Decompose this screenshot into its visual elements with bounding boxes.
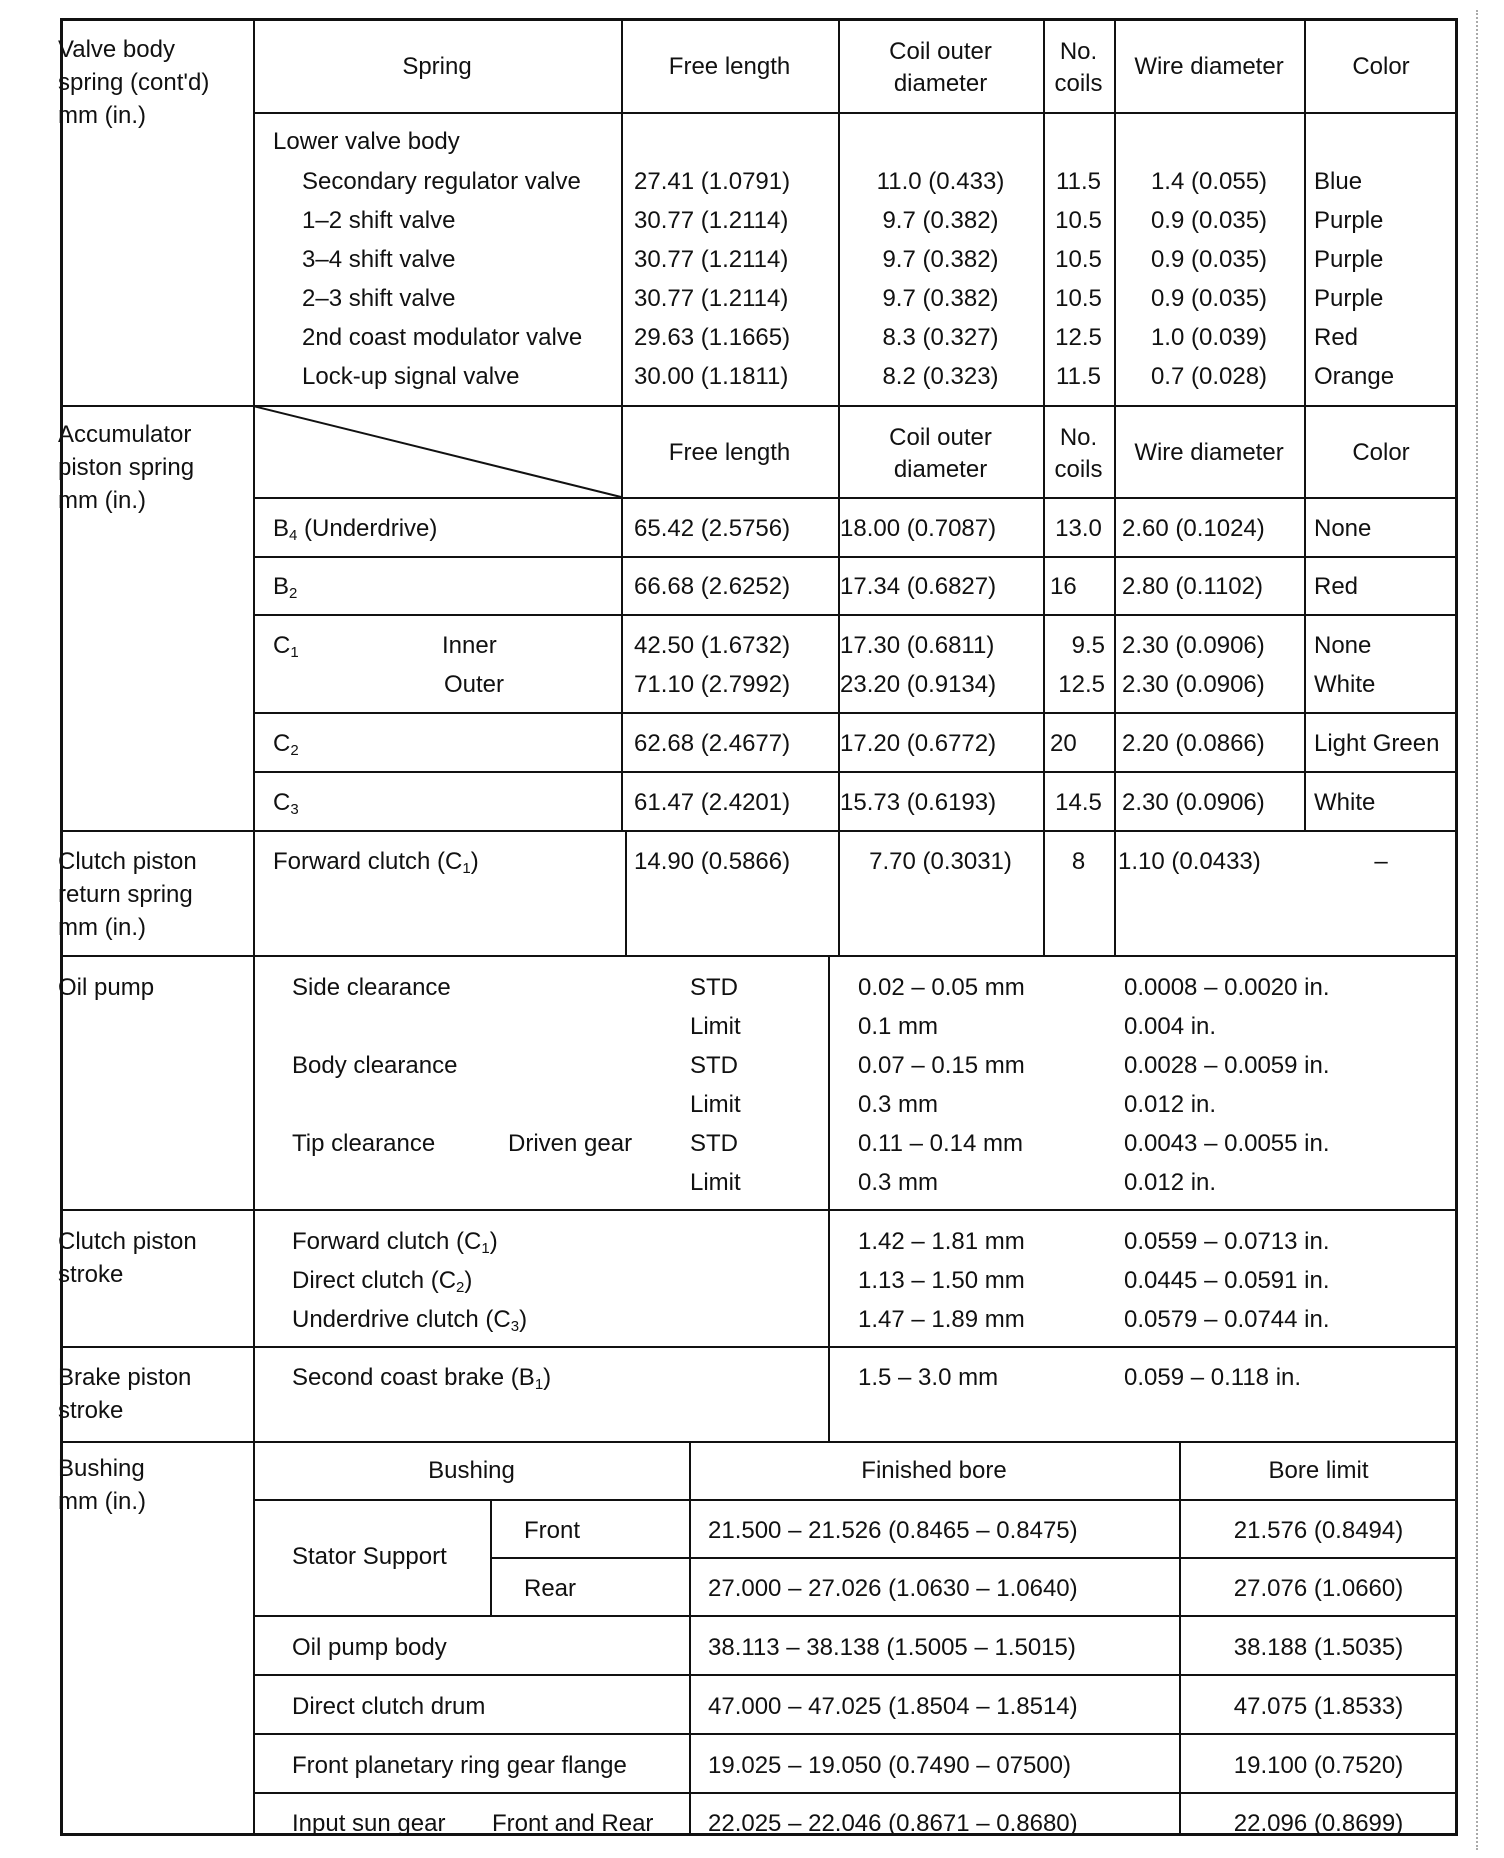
- bushing-header-rule: [253, 1499, 1458, 1501]
- clutch-stroke-label-1: Clutch piston: [58, 1228, 197, 1255]
- header-coil-outer-2: diameter: [893, 70, 988, 97]
- clutch-return-label-1: Clutch piston: [58, 848, 197, 875]
- header-coil-outer-1: Coil outer: [889, 38, 992, 65]
- acc-header-free-length: Free length: [668, 439, 791, 466]
- acc-header-color: Color: [1352, 439, 1410, 466]
- header-spring: Spring: [402, 53, 472, 80]
- header-no-coils-2: coils: [1054, 70, 1103, 97]
- acc-header-coil-outer-1: Coil outer: [889, 424, 992, 451]
- bushing-rule-3: [253, 1733, 1458, 1735]
- acc-header-no-coils-1: No.: [1059, 424, 1098, 451]
- bushing-stator-support: Stator Support: [292, 1543, 447, 1570]
- header-no-coils-1: No.: [1059, 38, 1098, 65]
- accumulator-label-2: piston spring: [58, 454, 195, 481]
- accumulator-label-3: mm (in.): [58, 487, 146, 514]
- spec-page: Valve body spring (cont'd) mm (in.) Spring Free length Coil outer diameter No. coils Wire diameter Color Lower valve body Secondary regulator valve 27.41 (1.0791) 11.0 (0.433) 11.5 1.4 (0.055) Blue 1–2 shift valve 30.77 (1.2114) 9.7 (0.382) 10.5 0.9 (0.035) Purple 3–4 shift valve 30.77 (1.2114) 9.7 (0.382) 10.5 0.9 (0.035) Purple 2–3 shift valve 30.77 (1.2114) 9.7 (0.382) 10.5 0.9 (0.035) Purple 2nd coast modulator valve 29.63 (1.1665) 8.3 (0.327) 12.5 1.0 (0.039) Red Lock-up signal valve 30.00 (1.1811) 8.2 (0.323) 11.5 0.7 (0.028) Orange Accumulator piston spring mm (in.) Free length Coil outer diameter No. coils Wire diameter Color $B_4$ (Underdrive) 65.42 (2.5756) 18.00 (0.7087) 13.0 2.60 (0.1024) None $B_2$ 66.68 (2.6252) 17.34 (0.6827) 16 2.80 (0.1102) Red $C_1$ Inner 42.50 (1.6732) 17.30 (0.6811) 9.5 2.30 (0.0906) None Outer 71.10 (2.7992) 23.20 (0.9134) 12.5 2.30 (0.0906) White $C_2$ 62.68 (2.4677) 17.20 (0.6772) 20 2.20 (0.0866) Light Green $C_3$ 61.47 (2.4201) 15.73 (0.6193) 14.5 2.30 (0.0906) White Clutch piston return spring mm (in.) Forward clutch $(C_1)$ 14.90 (0.5866) 7.70 (0.3031) 8 1.10 (0.0433) – Oil pump Side clearance STD 0.02 – 0.05 mm 0.0008 – 0.0020 in. Limit 0.1 mm 0.004 in. Body clearance STD 0.07 – 0.15 mm 0.0028 – 0.0059 in. Limit 0.3 mm 0.012 in. Tip clearance Driven gear STD 0.11 – 0.14 mm 0.0043 – 0.0055 in. Limit 0.3 mm 0.012 in. Clutch piston stroke Forward clutch $(C_1)$ 1.42 – 1.81 mm 0.0559 – 0.0713 in. Direct clutch $(C_2)$ 1.13 – 1.50 mm 0.0445 – 0.0591 in. Underdrive clutch $(C_3)$ 1.47 – 1.89 mm 0.0579 – 0.0744 in. Brake piston stroke Second coast brake $(B_1)$ 1.5 – 3.0 mm 0.059 – 0.118 in. Bushing mm (in.) Bushing Finished bore Bore limit Stator Support Front 21.500 – 21.526 (0.8465 – 0.8475) 21.576 (0.8494) Rear 27.000 – 27.026 (1.0630 – 1.0640) 27.076 (1.0660) Oil pump body 38.113 – 38.138 (1.5005 – 1.5015) 38.188 (1.5035) Direct clutch drum 47.000 – 47.025 (1.8504 – 1.8514) 47.075 (1.8533) Front planetary ring gear flange 19.025 – 19.050 (0.7490 – 07500) 19.100 (0.7520) Input sun gear Front and Rear 22.025 – 22.046 (0.8671 – 0.8680) 22.096 (0.8699): [0, 0, 1504, 1858]
- acc-header-no-coils-2: coils: [1054, 456, 1103, 483]
- bushing-stator-mid-rule: [490, 1557, 1458, 1559]
- bushing-stator-divider: [490, 1499, 492, 1615]
- bushing-header-finished: Finished bore: [861, 1457, 1007, 1484]
- valve-body-label-1: Valve body: [58, 36, 175, 63]
- bushing-label-2: mm (in.): [58, 1488, 146, 1515]
- valve-body-label-3: mm (in.): [58, 102, 146, 129]
- oil-pump-label: Oil pump: [58, 974, 155, 1001]
- header-free-length: Free length: [668, 53, 791, 80]
- bushing-header-bushing: Bushing: [428, 1457, 515, 1484]
- brake-stroke-label-2: stroke: [58, 1397, 124, 1424]
- bushing-rule-2: [253, 1674, 1458, 1676]
- header-wire-diameter: Wire diameter: [1134, 53, 1284, 80]
- acc-header-coil-outer-2: diameter: [893, 456, 988, 483]
- bushing-col-finished: [689, 1441, 691, 1836]
- col-line-spec-values: [828, 955, 830, 1441]
- bushing-header-limit: Bore limit: [1268, 1457, 1369, 1484]
- header-color: Color: [1352, 53, 1410, 80]
- accumulator-label-1: Accumulator: [58, 421, 192, 448]
- acc-header-wire-diameter: Wire diameter: [1134, 439, 1284, 466]
- bushing-label-1: Bushing: [58, 1455, 145, 1482]
- bushing-rule-4: [253, 1792, 1458, 1794]
- bushing-rule-1: [253, 1615, 1458, 1617]
- clutch-stroke-label-2: stroke: [58, 1261, 124, 1288]
- group-lower-valve-body: Lower valve body: [273, 128, 460, 155]
- brake-stroke-label-1: Brake piston: [58, 1364, 192, 1391]
- valve-body-label-2: spring (cont'd): [58, 69, 210, 96]
- clutch-return-label-3: mm (in.): [58, 914, 146, 941]
- clutch-return-label-2: return spring: [58, 881, 193, 908]
